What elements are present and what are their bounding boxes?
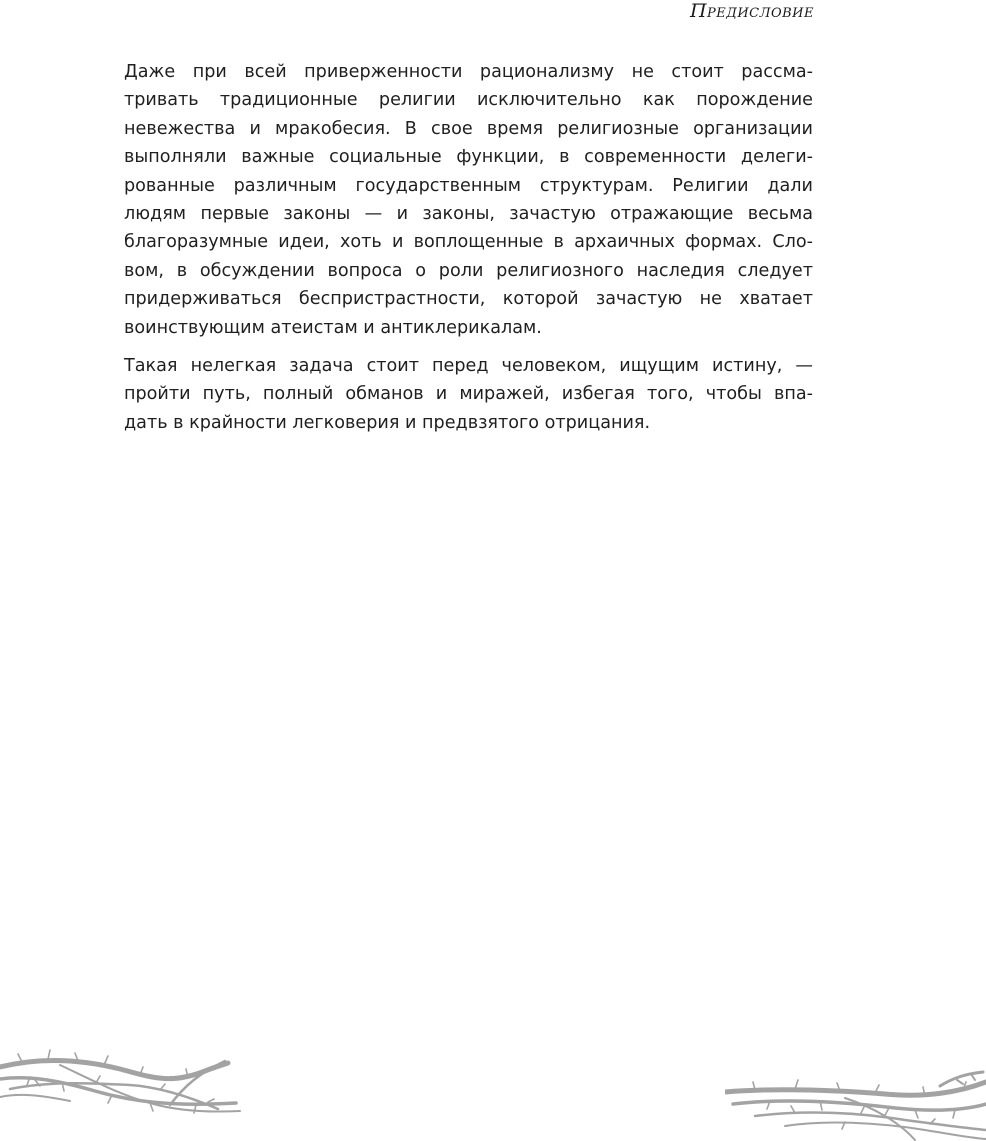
- text-line: вом, в обсуждении вопроса о роли религиозного наследия следует: [124, 260, 813, 281]
- text-line: тривать традиционные религии исключительно как порождение: [124, 90, 813, 111]
- main-text: [124, 58, 813, 447]
- text-line: Такая нелегкая задача стоит перед человеком, ищущим истину, —: [124, 356, 813, 377]
- running-head: Предисловие: [689, 0, 814, 22]
- text-line: людям первые законы — и законы, зачастую отражающие весьма: [124, 204, 813, 225]
- paragraph-1: [124, 58, 813, 342]
- text-line: пройти путь, полный обманов и миражей, избегая того, чтобы впа-: [124, 384, 813, 405]
- thorny-branch-icon: [725, 1068, 986, 1141]
- text-line: дать в крайности легковерия и предвзятого отрицания.: [124, 412, 651, 433]
- text-line: воинствующим атеистам и антиклерикалам.: [124, 317, 542, 338]
- text-line: Даже при всей приверженности рационализму не стоит рассма-: [124, 62, 813, 82]
- text-line: придерживаться беспристрастности, которой зачастую не хватает: [124, 289, 813, 310]
- text-line: рованные различным государственным структурам. Религии дали: [124, 175, 813, 196]
- thorny-branch-icon: [0, 1045, 245, 1115]
- text-line: выполняли важные социальные функции, в современности делеги-: [124, 147, 813, 168]
- text-line: благоразумные идеи, хоть и воплощенные в архаичных формах. Сло-: [124, 232, 813, 253]
- text-line: невежества и мракобесия. В свое время религиозные организации: [124, 118, 813, 139]
- paragraph-2: [124, 352, 813, 437]
